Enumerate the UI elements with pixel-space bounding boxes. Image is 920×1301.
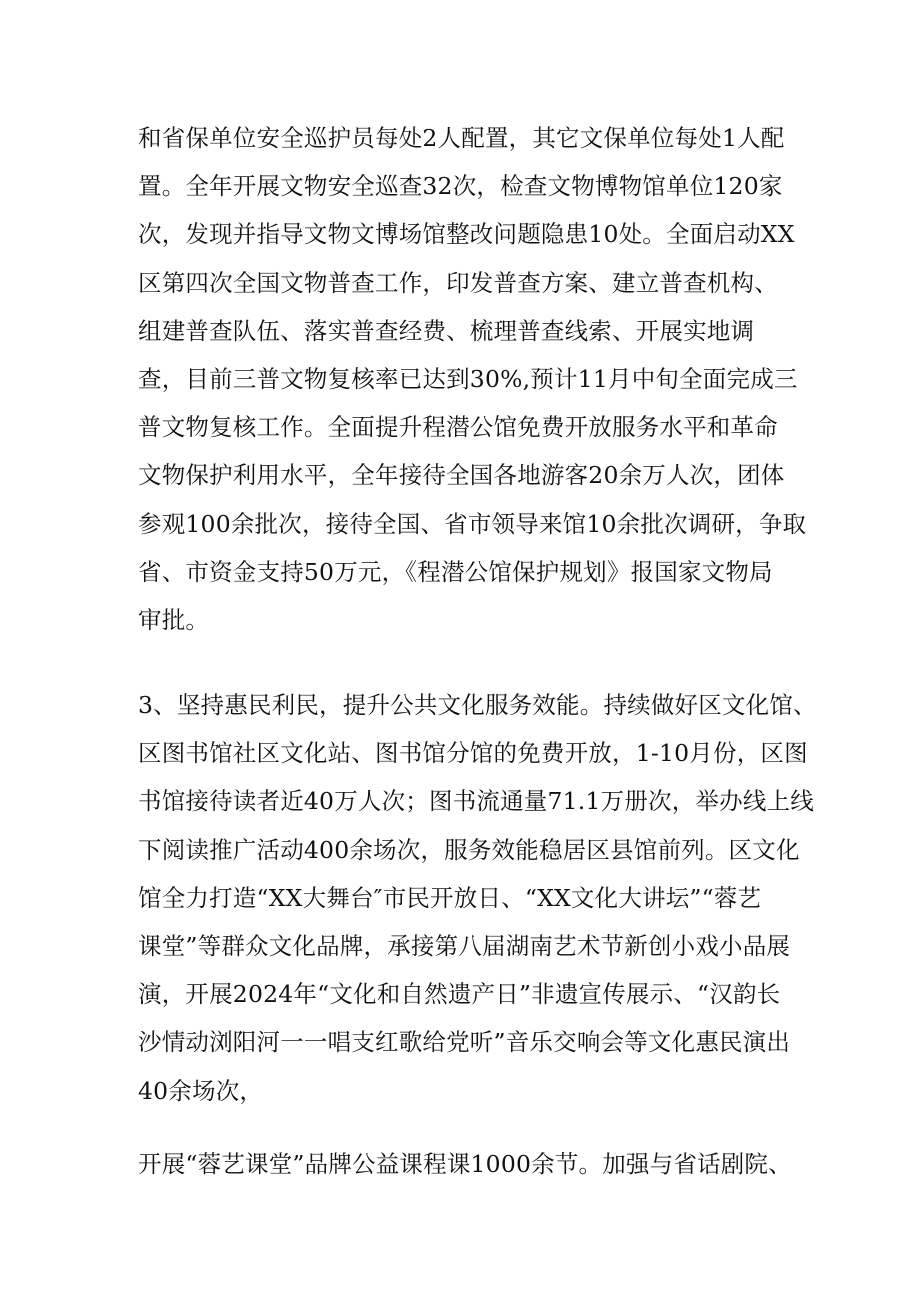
text-line: 3、坚持惠民利民，提升公共文化服务效能。持续做好区文化馆、 (138, 691, 817, 719)
text-line: 馆全力打造“XX大舞台″市民开放日、“XX文化大讲坛”“蓉艺 (138, 883, 762, 912)
text-line: 置。全年开展文物安全巡查32次，检查文物博物馆单位120家 (138, 172, 783, 201)
text-line: 书馆接待读者近40万人次；图书流通量71.1万册次，举办线上线 (138, 787, 814, 816)
text-line: 开展“蓉艺课堂”品牌公益课程课1000余节。加强与省话剧院、 (138, 1150, 792, 1178)
text-line: 参观100余批次，接待全国、省市领导来馆10余批次调研，争取 (138, 509, 807, 538)
text-line: 区图书馆社区文化站、图书馆分馆的免费开放，1-10月份，区图 (138, 739, 808, 768)
text-line: 课堂”等群众文化品牌，承接第八届湖南艺术节新创小戏小品展 (138, 932, 791, 960)
text-line: 查，目前三普文物复核率已达到30%,预计11月中旬全面完成三 (138, 365, 798, 393)
text-line: 和省保单位安全巡护员每处2人配置，其它文保单位每处1人配 (138, 124, 785, 152)
text-line: 审批。 (138, 606, 210, 634)
text-line: 组建普查队伍、落实普查经费、梳理普查线索、开展实地调 (138, 316, 755, 345)
text-line: 普文物复核工作。全面提升程潜公馆免费开放服务水平和革命 (138, 413, 778, 442)
text-line: 省、市资金支持50万元，《程潜公馆保护规划》报国家文物局 (138, 557, 773, 586)
text-line: 演，开展2024年“文化和自然遗产日”非遗宣传展示、“汉韵长 (138, 980, 781, 1009)
text-line: 40余场次， (138, 1076, 264, 1105)
text-line: 沙情动浏阳河一一唱支红歌给党听”音乐交响会等文化惠民演出 (138, 1028, 791, 1057)
text-line: 文物保护利用水平，全年接待全国各地游客20余万人次，团体 (138, 461, 785, 490)
text-line: 区第四次全国文物普查工作，印发普查方案、建立普查机构、 (138, 268, 778, 297)
text-line: 次，发现并指导文物文博场馆整改问题隐患10处。全面启动XX (138, 220, 795, 249)
text-line: 下阅读推广活动400余场次，服务效能稳居区县馆前列。区文化 (138, 835, 800, 864)
